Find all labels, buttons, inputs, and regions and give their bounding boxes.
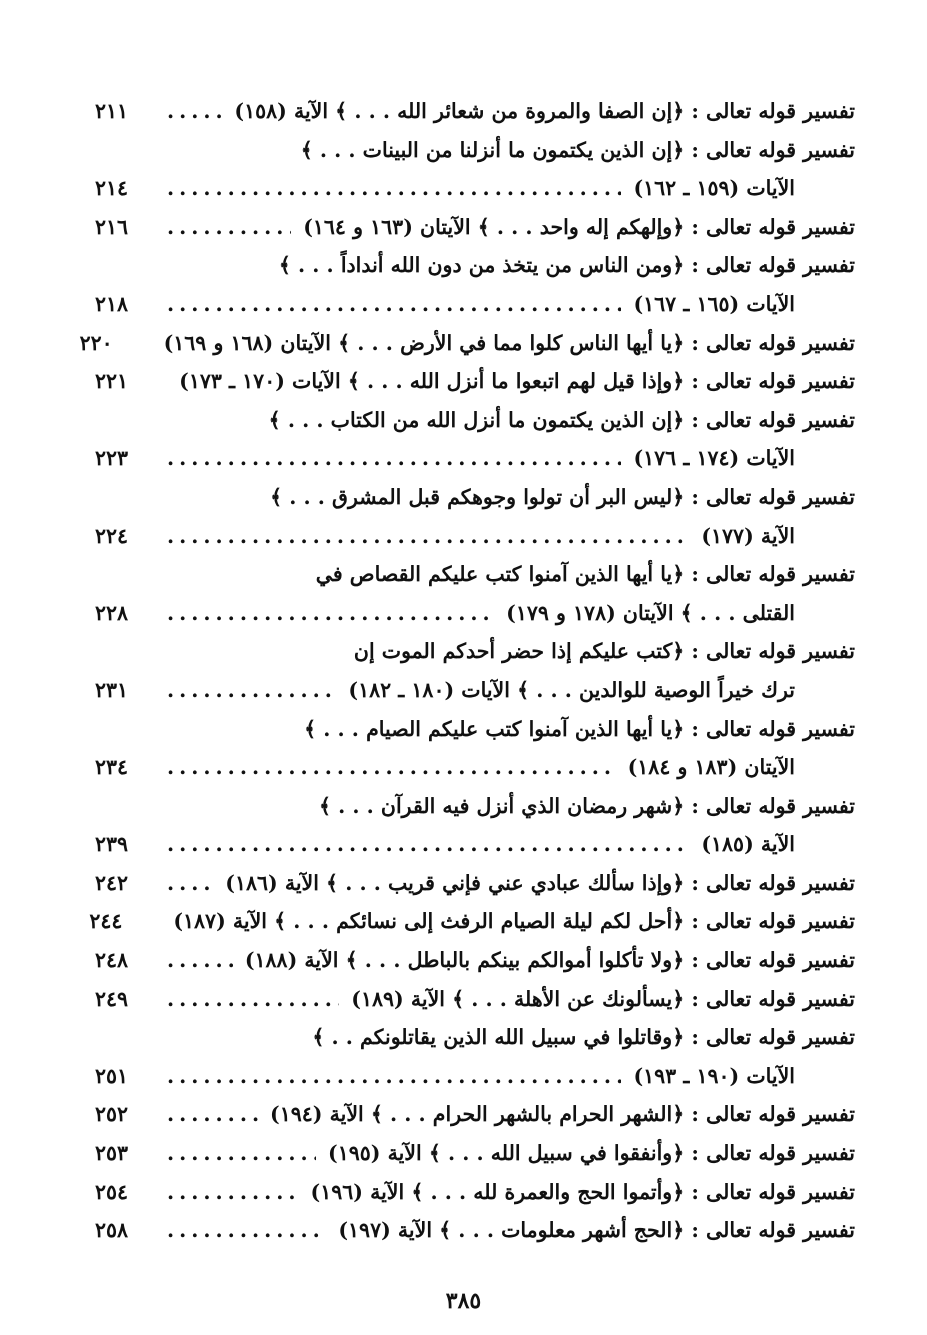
toc-entry (95, 478, 855, 517)
dot-leader (167, 1211, 326, 1250)
toc-entry (95, 246, 855, 285)
toc-entry-text: تفسير قوله تعالى : ﴿يا أيها الذين آمنوا كتب عليكم القصاص في (315, 562, 855, 587)
toc-entry-text: تفسير قوله تعالى : ﴿الشهر الحرام بالشهر الحرام . . . ﴾ الآية (١٩٤) (270, 1102, 855, 1127)
toc-entry-continuation (95, 671, 855, 710)
toc-page-number: ٢٢٠ (79, 330, 113, 355)
dot-leader (167, 864, 213, 903)
toc-page-number: ٢٥٨ (95, 1218, 129, 1243)
toc-page-number: ٢٢٣ (95, 446, 129, 471)
page-number: ٣٨٥ (445, 1288, 482, 1314)
toc-entry-text: القتلى . . . ﴾ الآيتان (١٧٨ و ١٧٩) (506, 600, 795, 625)
toc-entry-continuation (95, 285, 855, 324)
toc-entry-text: تفسير قوله تعالى : ﴿ومن الناس من يتخذ من دون الله أنداداً . . . ﴾ (278, 253, 855, 278)
dot-leader (167, 208, 291, 247)
toc-entry-text: الآيات (١٩٠ ـ ١٩٣) (633, 1063, 795, 1088)
dot-leader (167, 517, 689, 556)
toc-entry (95, 362, 855, 401)
dot-leader (167, 748, 616, 787)
toc-entry-text: الآية (١٧٧) (701, 523, 795, 548)
toc-page-number: ٢٣٤ (95, 755, 129, 780)
dot-leader (167, 1095, 258, 1134)
toc-entry-text: تفسير قوله تعالى : ﴿يا أيها الذين آمنوا كتب عليكم الصيام . . . ﴾ (304, 716, 855, 741)
toc-entry (95, 92, 855, 131)
toc-page-number: ٢١٦ (95, 214, 129, 239)
toc-page-number: ٢٣١ (95, 677, 129, 702)
dot-leader (167, 285, 621, 324)
toc-entry-text: تفسير قوله تعالى : ﴿وإلهكم إله واحد . . . ﴾ الآيتان (١٦٣ و ١٦٤) (303, 214, 855, 239)
dot-leader (167, 92, 222, 131)
toc-page-number: ٢٢٨ (95, 600, 129, 625)
dot-leader (167, 1173, 299, 1212)
toc-entry (95, 401, 855, 440)
toc-page-number: ٢٥٤ (95, 1179, 129, 1204)
dot-leader (167, 594, 494, 633)
dot-leader (167, 1057, 621, 1096)
toc-page-number: ٢٤٨ (95, 948, 129, 973)
toc-entry (95, 1018, 855, 1057)
toc-entry-text: الآيات (١٥٩ ـ ١٦٢) (633, 176, 795, 201)
toc-entry (95, 1211, 855, 1250)
toc-entry-text: تفسير قوله تعالى : ﴿وأتموا الحج والعمرة لله . . . ﴾ الآية (١٩٦) (310, 1179, 855, 1204)
toc-entry-continuation (95, 825, 855, 864)
dot-leader (167, 941, 233, 980)
toc-entry-text: تفسير قوله تعالى : ﴿إن الذين يكتمون ما أنزل الله من الكتاب . . . ﴾ (268, 407, 855, 432)
toc-page-number: ٢٤٢ (95, 870, 129, 895)
toc-entry (95, 787, 855, 826)
toc-entry-text: تفسير قوله تعالى : ﴿أحل لكم ليلة الصيام الرفث إلى نسائكم . . . ﴾ الآية (١٨٧) (173, 909, 855, 934)
toc-entry (95, 131, 855, 170)
toc-page-number: ٢١٨ (95, 291, 129, 316)
dot-leader (167, 439, 621, 478)
dot-leader (167, 169, 621, 208)
dot-leader (167, 980, 339, 1019)
toc-page-number: ٢١٤ (95, 176, 129, 201)
toc-entry (95, 1134, 855, 1173)
toc-page-number: ٢٢١ (95, 369, 129, 394)
toc-entry-text: تفسير قوله تعالى : ﴿الحج أشهر معلومات . . . ﴾ الآية (١٩٧) (338, 1218, 855, 1243)
toc-entry-text: تفسير قوله تعالى : ﴿شهر رمضان الذي أنزل فيه القرآن . . . ﴾ (318, 793, 855, 818)
toc-page-number: ٢٤٩ (95, 986, 129, 1011)
dot-leader (167, 825, 689, 864)
toc-entry-continuation (95, 439, 855, 478)
table-of-contents (79, 92, 855, 1250)
toc-entry-continuation (95, 517, 855, 556)
toc-entry-text: تفسير قوله تعالى : ﴿وقاتلوا في سبيل الله الذين يقاتلونكم . . ﴾ (312, 1025, 855, 1050)
toc-page-number: ٢٣٩ (95, 832, 129, 857)
toc-page-number: ٢٥٣ (95, 1141, 129, 1166)
toc-entry-text: ترك خيراً الوصية للوالدين . . . ﴾ الآيات (١٨٠ ـ ١٨٢) (348, 677, 795, 702)
toc-page-number: ٢٤٤ (89, 909, 123, 934)
toc-entry-text: تفسير قوله تعالى : ﴿يا أيها الناس كلوا مما في الأرض . . . ﴾ الآيتان (١٦٨ و ١٦٩) (163, 330, 855, 355)
toc-entry-text: تفسير قوله تعالى : ﴿إن الذين يكتمون ما أنزلنا من البينات . . . ﴾ (300, 137, 855, 162)
toc-entry-continuation (95, 748, 855, 787)
dot-leader (167, 1134, 316, 1173)
toc-page-number: ٢٢٤ (95, 523, 129, 548)
toc-entry-continuation (95, 169, 855, 208)
toc-entry (95, 208, 855, 247)
toc-entry (95, 710, 855, 749)
toc-entry (95, 941, 855, 980)
toc-entry-text: الآيات (١٦٥ ـ ١٦٧) (633, 291, 795, 316)
toc-entry-text: الآيتان (١٨٣ و ١٨٤) (627, 755, 795, 780)
toc-entry-text: تفسير قوله تعالى : ﴿ولا تأكلوا أموالكم بينكم بالباطل . . . ﴾ الآية (١٨٨) (244, 948, 855, 973)
toc-entry-text: تفسير قوله تعالى : ﴿ليس البر أن تولوا وجوهكم قبل المشرق . . . ﴾ (270, 484, 855, 509)
toc-entry-continuation (95, 1057, 855, 1096)
toc-entry (95, 864, 855, 903)
toc-entry (95, 1095, 855, 1134)
toc-entry (95, 555, 855, 594)
toc-page-number: ٢٥١ (95, 1063, 129, 1088)
toc-entry-continuation (95, 594, 855, 633)
toc-entry (79, 324, 855, 363)
toc-entry-text: تفسير قوله تعالى : ﴿كتب عليكم إذا حضر أحدكم الموت إن (353, 639, 855, 664)
toc-entry-text: تفسير قوله تعالى : ﴿وإذا سألك عبادي عني فإني قريب . . . ﴾ الآية (١٨٦) (225, 870, 855, 895)
dot-leader (167, 671, 336, 710)
toc-entry-text: الآيات (١٧٤ ـ ١٧٦) (633, 446, 795, 471)
toc-page-number: ٢١١ (95, 99, 129, 123)
toc-entry (89, 902, 855, 941)
toc-entry-text: تفسير قوله تعالى : ﴿إن الصفا والمروة من شعائر الله . . . ﴾ الآية (١٥٨) (234, 99, 855, 123)
toc-entry-text: تفسير قوله تعالى : ﴿يسألونك عن الأهلة . . . ﴾ الآية (١٨٩) (351, 986, 855, 1011)
toc-entry-text: تفسير قوله تعالى : ﴿وإذا قيل لهم اتبعوا ما أنزل الله . . . ﴾ الآيات (١٧٠ ـ ١٧٣) (179, 369, 855, 394)
toc-entry (95, 980, 855, 1019)
toc-page-number: ٢٥٢ (95, 1102, 129, 1127)
toc-entry (95, 632, 855, 671)
toc-entry-text: تفسير قوله تعالى : ﴿وأنفقوا في سبيل الله . . . ﴾ الآية (١٩٥) (328, 1141, 855, 1166)
toc-entry-text: الآية (١٨٥) (701, 832, 795, 857)
toc-entry (95, 1173, 855, 1212)
